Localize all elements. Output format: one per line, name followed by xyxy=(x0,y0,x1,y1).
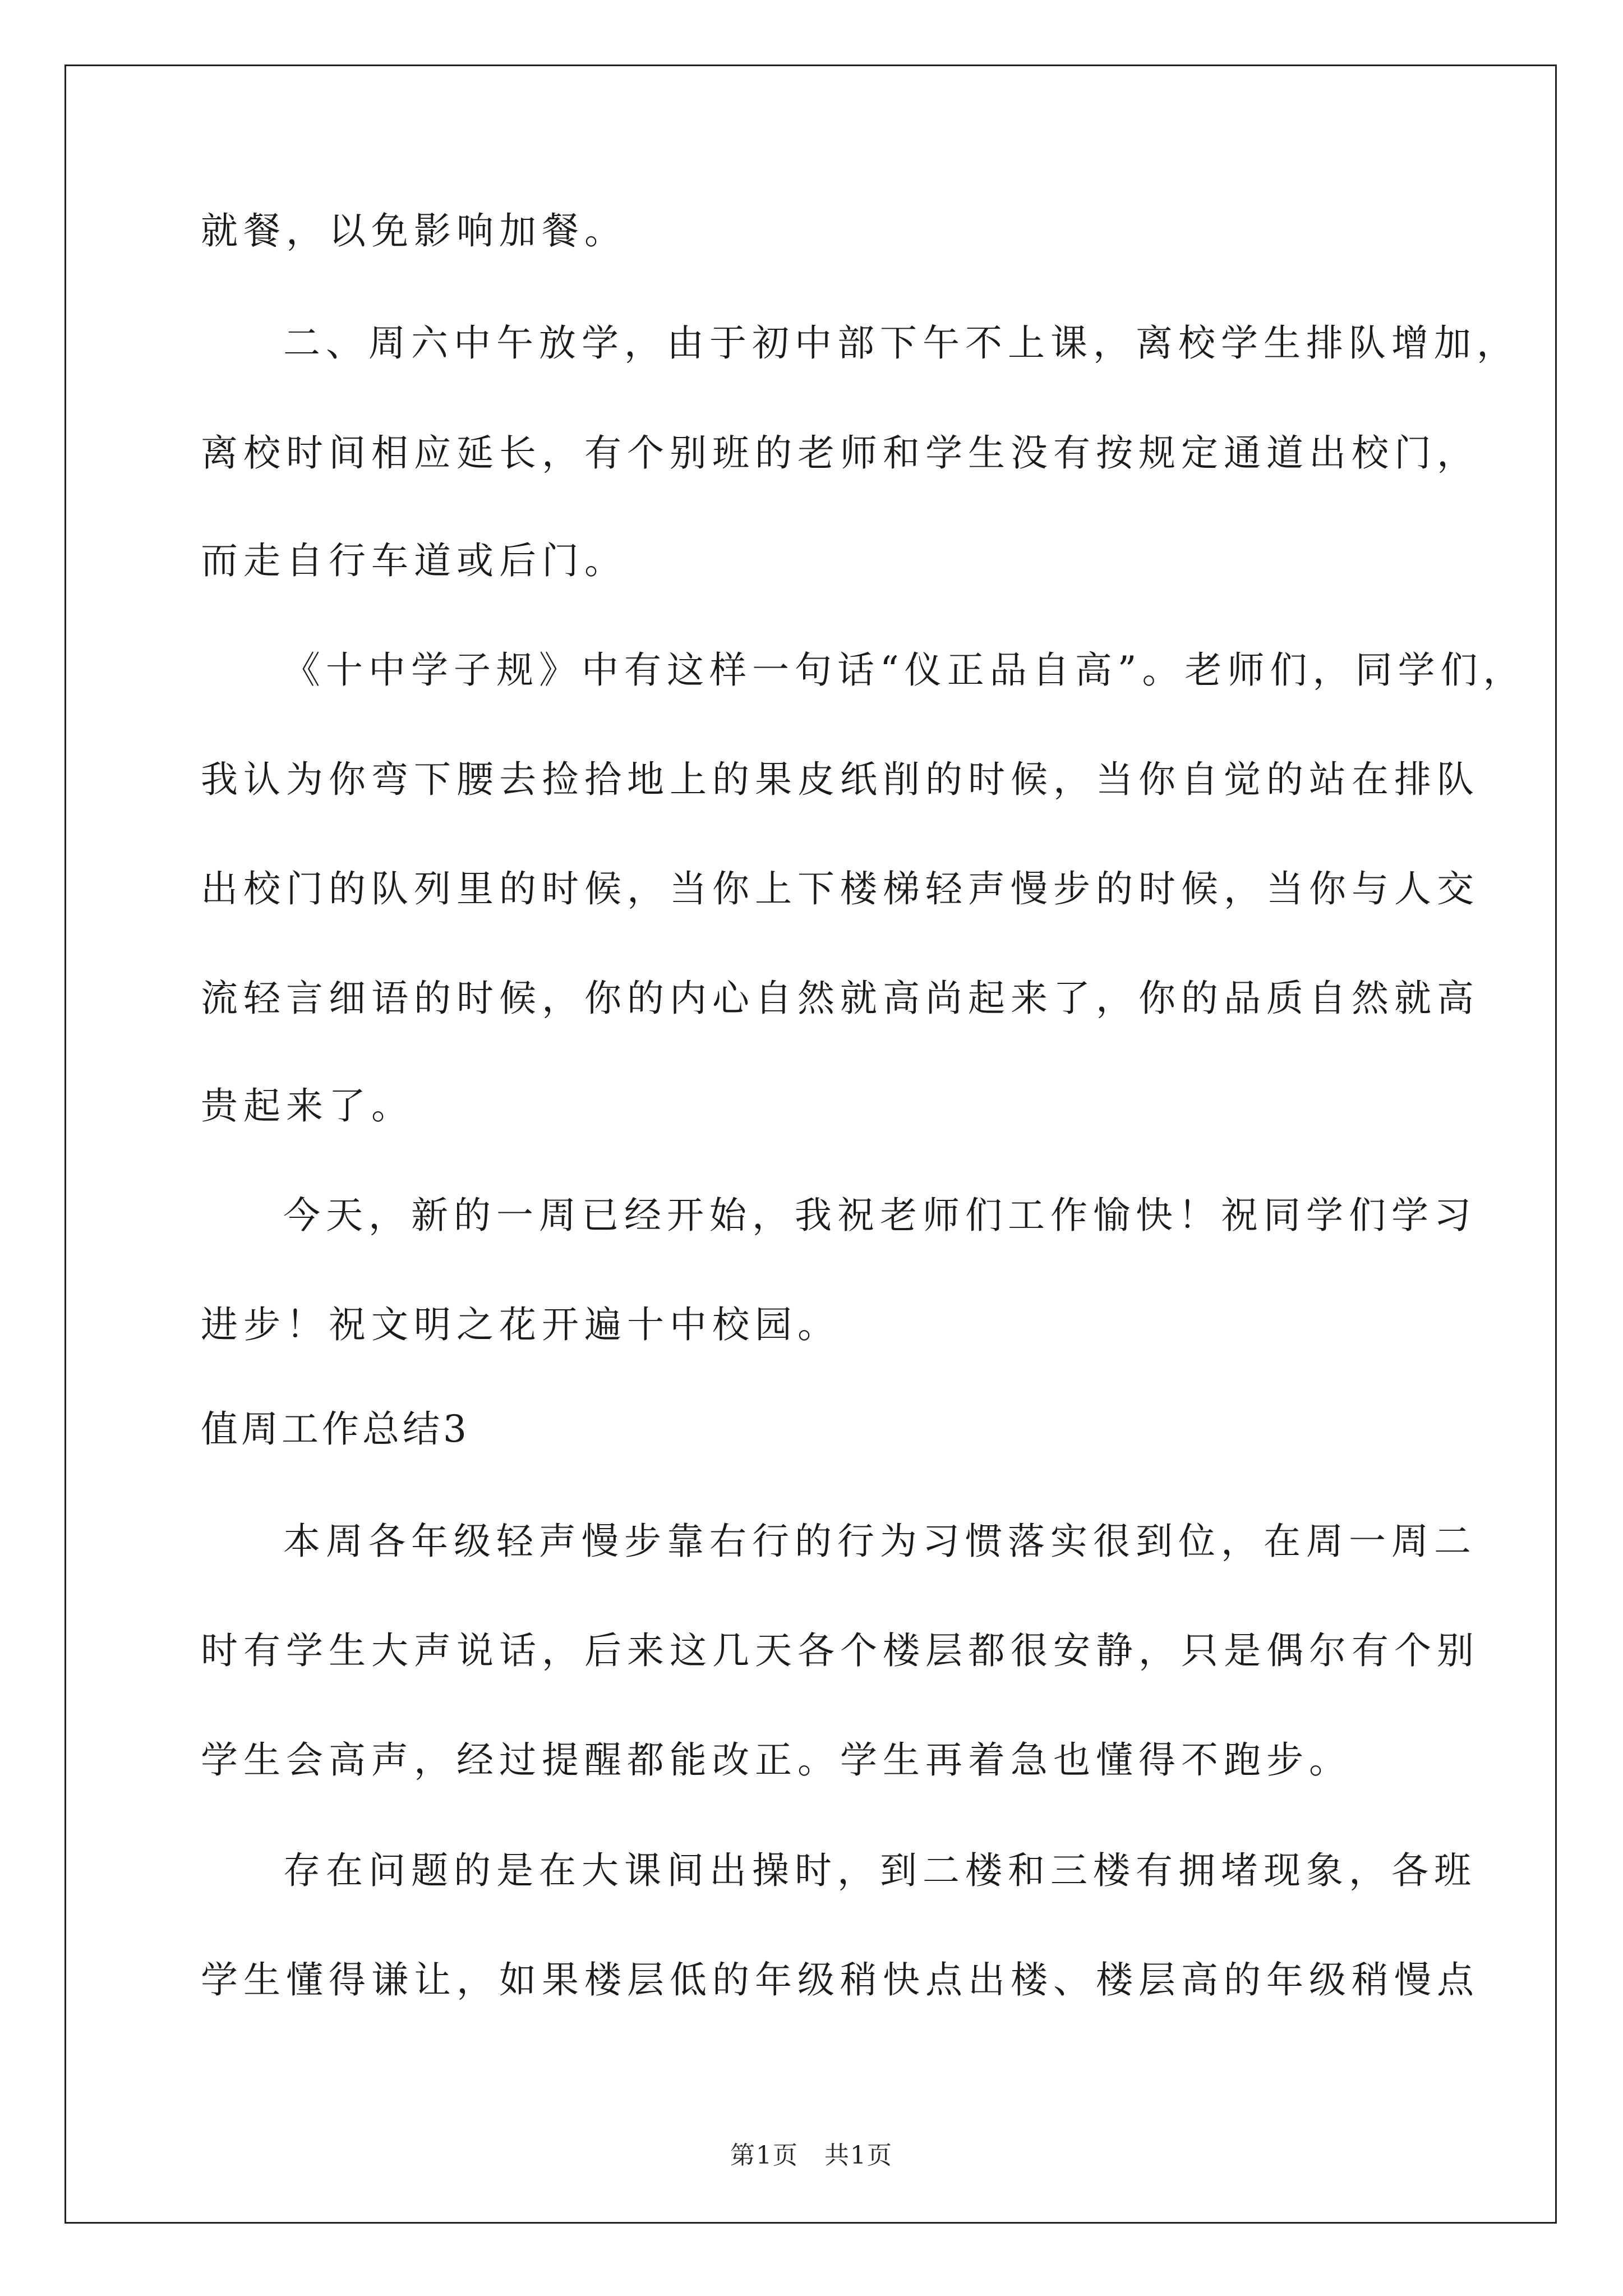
page-border xyxy=(64,65,1557,2224)
paragraph-line: 《十中学子规》中有这样一句话“仪正品自高”。老师们，同学们， xyxy=(283,648,1526,692)
paragraph-line: 进步！祝文明之花开遍十中校园。 xyxy=(201,1303,840,1346)
paragraph-line: 二、周六中午放学，由于初中部下午不上课，离校学生排队增加， xyxy=(283,321,1519,365)
paragraph-line: 本周各年级轻声慢步靠右行的行为习惯落实很到位，在周一周二 xyxy=(283,1520,1477,1563)
paragraph-line: 流轻言细语的时候，你的内心自然就高尚起来了，你的品质自然就高 xyxy=(201,977,1479,1020)
section-heading: 值周工作总结3 xyxy=(201,1407,470,1451)
paragraph-line: 学生懂得谦让，如果楼层低的年级稍快点出楼、楼层高的年级稍慢点 xyxy=(201,1958,1479,2001)
paragraph-line: 今天，新的一周已经开始，我祝老师们工作愉快！祝同学们学习 xyxy=(283,1194,1477,1237)
paragraph-line: 出校门的队列里的时候，当你上下楼梯轻声慢步的时候，当你与人交 xyxy=(201,867,1479,910)
paragraph-line: 学生会高声，经过提醒都能改正。学生再着急也懂得不跑步。 xyxy=(201,1738,1352,1782)
paragraph-line: 存在问题的是在大课间出操时，到二楼和三楼有拥堵现象，各班 xyxy=(283,1849,1477,1892)
paragraph-line: 贵起来了。 xyxy=(201,1084,414,1128)
page-number-footer: 第1页 共1页 xyxy=(730,2141,893,2170)
paragraph-line: 时有学生大声说话，后来这几天各个楼层都很安静，只是偶尔有个别 xyxy=(201,1629,1479,1672)
paragraph-line: 我认为你弯下腰去捡拾地上的果皮纸削的时候，当你自觉的站在排队 xyxy=(201,758,1479,801)
paragraph-line: 离校时间相应延长，有个别班的老师和学生没有按规定通道出校门， xyxy=(201,431,1479,475)
paragraph-line: 就餐，以免影响加餐。 xyxy=(201,209,627,252)
paragraph-line: 而走自行车道或后门。 xyxy=(201,539,627,582)
